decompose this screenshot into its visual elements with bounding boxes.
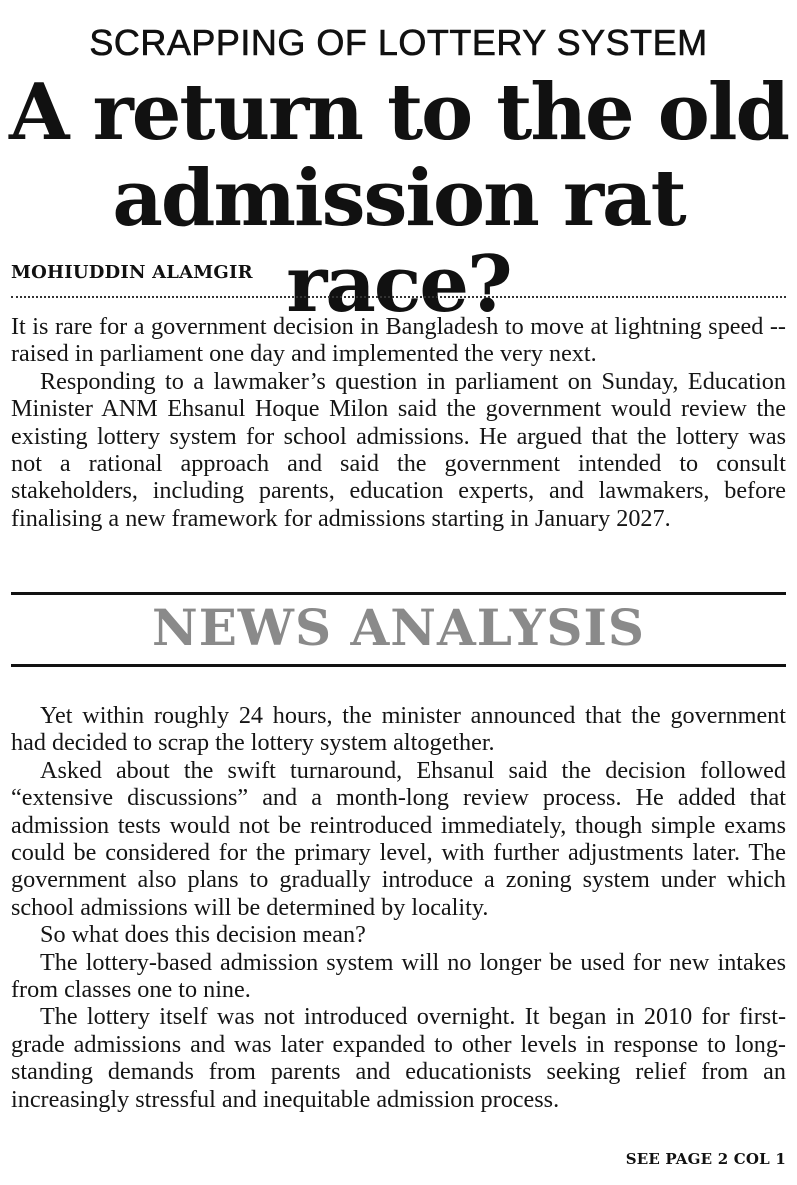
headline <box>0 67 797 330</box>
body-paragraph-4: The lottery-based admission system will no longer be used for new intakes from classes one to nine. <box>11 948 786 1004</box>
byline: MOHIUDDIN ALAMGIR <box>11 262 253 283</box>
section-label: NEWS ANALYSIS <box>151 598 646 657</box>
intro-paragraph-2: Responding to a lawmaker’s question in parliament on Sunday, Education Minister ANM Ehsanul Hoque Milon said the government would review the existing lottery system for school admissions. He argued that the lottery was not a rational approach and said the government intended to consult stakeholders, including parents, education experts, and lawmakers, before finalising a new framework for admissions starting in January 2027. <box>11 367 786 532</box>
section-rule-top <box>11 592 786 595</box>
headline-line-1: A return to the old <box>8 67 789 158</box>
body-paragraph-2: Asked about the swift turnaround, Ehsanul said the decision followed “extensive discussions” and a month-long review process. He added that admission tests would not be reintroduced immediately, though simple exams could be considered for the primary level, with further adjustments later. The government also plans to gradually introduce a zoning system under which school admissions will be determined by locality. <box>11 756 786 921</box>
body-paragraph-3: So what does this decision mean? <box>40 921 366 949</box>
section-rule-bottom <box>11 664 786 667</box>
kicker: SCRAPPING OF LOTTERY SYSTEM <box>89 22 708 63</box>
headline-line-2: admission rat race? <box>112 153 685 330</box>
intro-text <box>11 313 786 532</box>
intro-paragraph-1: It is rare for a government decision in Bangladesh to move at lightning speed -- raised in parliament one day and implemented the very next. <box>11 313 786 368</box>
body-paragraph-5: The lottery itself was not introduced overnight. It began in 2010 for first-grade admissions and was later expanded to other levels in response to long-standing demands from parents and educationists seeking relief from an increasingly stressful and inequitable admission process. <box>11 1003 786 1113</box>
byline-divider <box>11 296 786 298</box>
continuation-jump: SEE PAGE 2 COL 1 <box>625 1150 786 1168</box>
analysis-text <box>11 702 786 1113</box>
body-paragraph-1: Yet within roughly 24 hours, the minister announced that the government had decided to scrap the lottery system altogether. <box>11 702 786 757</box>
